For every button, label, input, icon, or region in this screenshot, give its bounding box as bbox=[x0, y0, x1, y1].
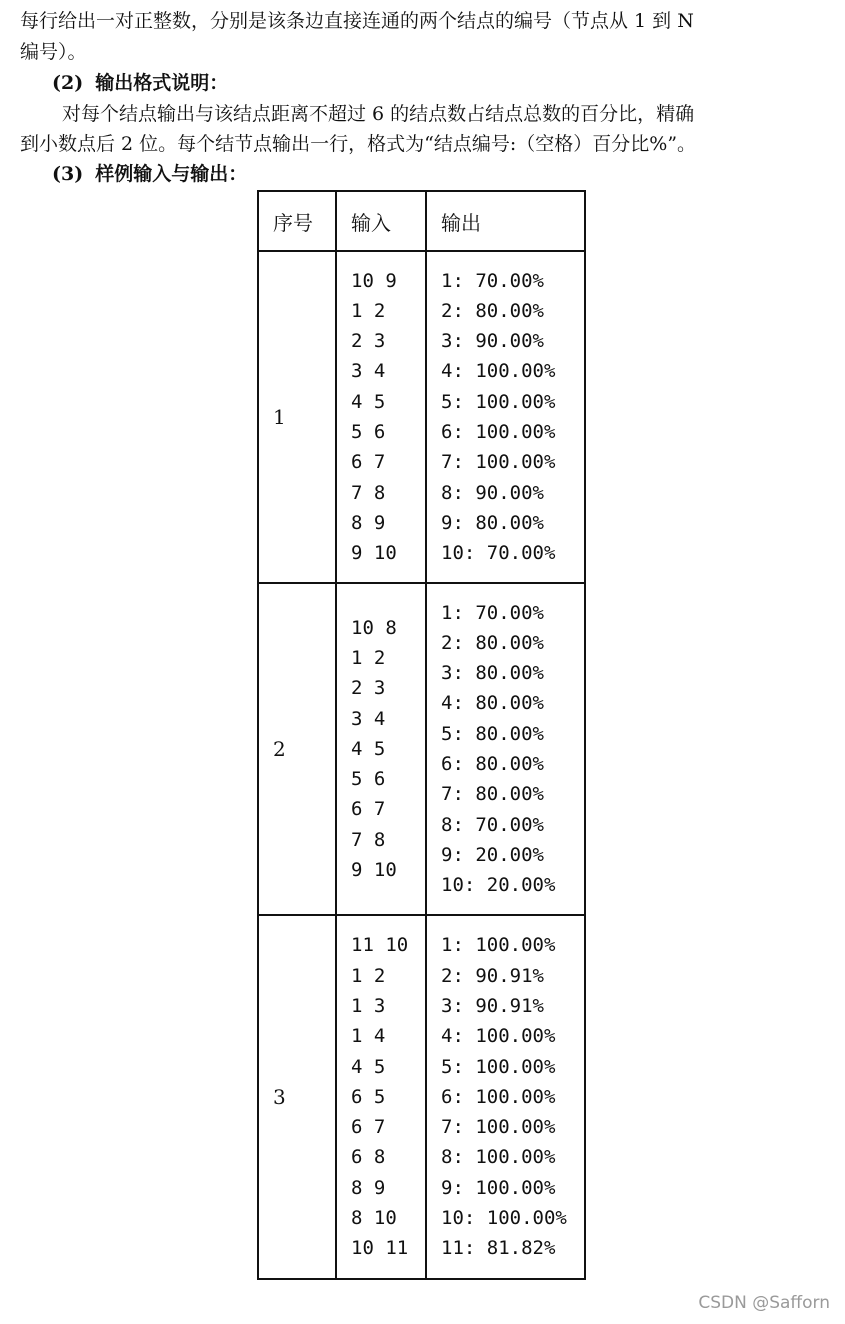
section-3-heading bbox=[52, 159, 247, 189]
section-2-heading bbox=[52, 68, 228, 98]
table-row bbox=[258, 251, 585, 583]
line-text: 9: 100.00% bbox=[441, 1176, 556, 1199]
line-text: 7 8 bbox=[351, 481, 386, 504]
line-text: 5: 80.00% bbox=[441, 722, 544, 745]
line-text: 1 2 bbox=[351, 299, 386, 322]
line-text: 6 7 bbox=[351, 798, 386, 821]
line-text: 10 9 bbox=[351, 269, 397, 292]
output-lines bbox=[427, 930, 584, 1263]
row-index: 3 bbox=[258, 915, 336, 1279]
line-text: 3: 80.00% bbox=[441, 662, 544, 685]
line-text: 6: 100.00% bbox=[441, 1085, 556, 1108]
row-input bbox=[336, 583, 426, 915]
line-text: 9: 80.00% bbox=[441, 511, 544, 534]
line-text: 9 10 bbox=[351, 542, 397, 565]
line-text: 3 4 bbox=[351, 360, 386, 383]
line-text: 8: 70.00% bbox=[441, 813, 544, 836]
line-text: 10: 70.00% bbox=[441, 542, 556, 565]
row-index: 2 bbox=[258, 583, 336, 915]
intro-line-2: 编号）。 bbox=[20, 41, 87, 63]
line-text: 1 3 bbox=[351, 994, 386, 1017]
line-text: 8: 90.00% bbox=[441, 481, 544, 504]
line-text: 2: 80.00% bbox=[441, 631, 544, 654]
line-text: 1 4 bbox=[351, 1025, 386, 1048]
line-text: 4: 100.00% bbox=[441, 360, 556, 383]
line-text: 4 5 bbox=[351, 1055, 386, 1078]
line-text: 7: 100.00% bbox=[441, 451, 556, 474]
table-header-row bbox=[258, 191, 585, 251]
line-text: 7: 100.00% bbox=[441, 1116, 556, 1139]
line-text: 6: 100.00% bbox=[441, 421, 556, 443]
line-text: 7 8 bbox=[351, 828, 386, 851]
line-text: 4: 80.00% bbox=[441, 692, 544, 715]
line-text: 5 6 bbox=[351, 768, 386, 791]
output-lines bbox=[427, 598, 584, 901]
section-2-line-1: 对每个结点输出与该结点距离不超过 6 的结点数占结点总数的百分比，精确 bbox=[62, 103, 695, 125]
line-text: 1: 70.00% bbox=[441, 601, 544, 624]
line-text: 3: 90.00% bbox=[441, 330, 544, 353]
row-output bbox=[426, 251, 585, 583]
line-text: 6 5 bbox=[351, 1085, 386, 1108]
line-text: 2 3 bbox=[351, 330, 386, 353]
watermark: CSDN @Safforn bbox=[698, 1293, 830, 1313]
row-input bbox=[336, 251, 426, 583]
line-text: 1 2 bbox=[351, 964, 386, 987]
table-row bbox=[258, 915, 585, 1279]
line-text: 10: 20.00% bbox=[441, 874, 556, 897]
row-output bbox=[426, 583, 585, 915]
line-text: 5: 100.00% bbox=[441, 1055, 556, 1078]
line-text: 3 4 bbox=[351, 707, 386, 730]
line-text: 1: 100.00% bbox=[441, 934, 556, 957]
line-text: 9: 20.00% bbox=[441, 843, 544, 866]
output-lines bbox=[427, 266, 584, 569]
row-output bbox=[426, 915, 585, 1279]
line-text: 10: 100.00% bbox=[441, 1207, 567, 1230]
section-3-title: 样例输入与输出： bbox=[95, 163, 248, 185]
header-output: 输出 bbox=[426, 191, 585, 251]
intro-line-1: 每行给出一对正整数，分别是该条边直接连通的两个结点的编号（节点从 1 到 N bbox=[20, 10, 694, 32]
line-text: 2: 90.91% bbox=[441, 964, 544, 987]
line-text: 8 10 bbox=[351, 1207, 397, 1230]
section-3-number: (3) bbox=[52, 163, 84, 185]
input-lines bbox=[337, 266, 425, 569]
line-text: 1: 70.00% bbox=[441, 269, 544, 292]
row-index: 1 bbox=[258, 251, 336, 583]
input-lines bbox=[337, 930, 425, 1263]
line-text: 6 8 bbox=[351, 1146, 386, 1169]
line-text: 8: 100.00% bbox=[441, 1146, 556, 1169]
line-text: 9 10 bbox=[351, 859, 397, 882]
line-text: 10 11 bbox=[351, 1237, 409, 1260]
line-text: 4: 100.00% bbox=[441, 1025, 556, 1048]
input-lines bbox=[337, 613, 425, 886]
header-input: 输入 bbox=[336, 191, 426, 251]
section-2-title: 输出格式说明： bbox=[95, 72, 229, 94]
line-text: 11: 81.82% bbox=[441, 1237, 556, 1260]
line-text: 7: 80.00% bbox=[441, 783, 544, 806]
header-index: 序号 bbox=[258, 191, 336, 251]
line-text: 11 10 bbox=[351, 934, 409, 957]
line-text: 8 9 bbox=[351, 1176, 386, 1199]
line-text: 8 9 bbox=[351, 511, 386, 534]
line-text: 2: 80.00% bbox=[441, 299, 544, 322]
sample-table bbox=[257, 190, 586, 1280]
section-2-number: (2) bbox=[52, 72, 84, 94]
line-text: 6 7 bbox=[351, 451, 386, 474]
line-text: 4 5 bbox=[351, 390, 386, 413]
section-2-line-2: 到小数点后 2 位。每个结节点输出一行，格式为“结点编号:（空格）百分比%”。 bbox=[20, 133, 697, 155]
line-text: 2 3 bbox=[351, 677, 386, 700]
line-text: 3: 90.91% bbox=[441, 994, 544, 1017]
line-text: 5 6 bbox=[351, 421, 386, 443]
table-row bbox=[258, 583, 585, 915]
line-text: 5: 100.00% bbox=[441, 390, 556, 413]
row-input bbox=[336, 915, 426, 1279]
line-text: 6: 80.00% bbox=[441, 753, 544, 775]
line-text: 4 5 bbox=[351, 737, 386, 760]
line-text: 1 2 bbox=[351, 646, 386, 669]
line-text: 6 7 bbox=[351, 1116, 386, 1139]
line-text: 10 8 bbox=[351, 616, 397, 639]
